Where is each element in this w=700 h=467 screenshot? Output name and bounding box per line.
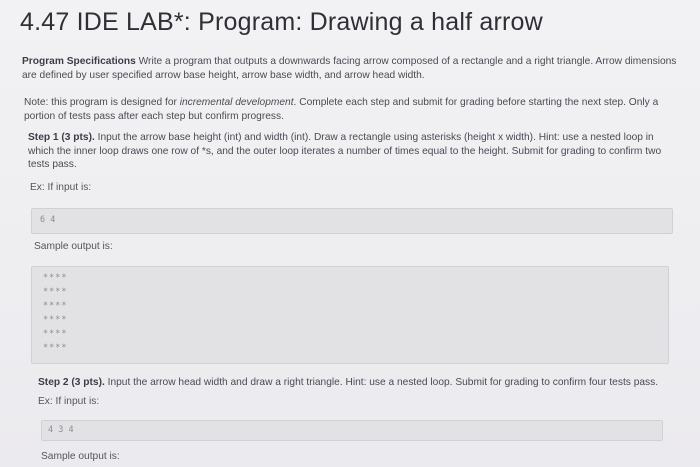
- output-line: ****: [43, 287, 68, 297]
- step1-example-label: Ex: If input is:: [30, 182, 92, 193]
- step2-input-box: [41, 420, 663, 441]
- step1-input-box: [31, 208, 673, 234]
- step1-text: Input the arrow base height (int) and width (int). Draw a rectangle using asterisks (height x width). Hint: use a nested loop in which the inner loop draws one row of *s, and the outer loop iterates a number of times equal to the height. Submit for grading to confirm two tests pass.: [28, 132, 662, 170]
- note-prefix: Note: this program is designed for: [24, 97, 180, 108]
- note-suffix: . Complete each step and submit for grading before starting the next step. Only a portion of tests pass after each step but confirm progress.: [24, 97, 659, 122]
- output-line: ****: [43, 273, 68, 283]
- spec-text: Write a program that outputs a downwards facing arrow composed of a rectangle and a right triangle. Arrow dimensions are defined by user specified arrow base height, arrow base width, and arrow head width.: [22, 56, 677, 81]
- step2-example-label: Ex: If input is:: [38, 396, 100, 407]
- step2-sample-label: Sample output is:: [41, 451, 120, 462]
- page-title: 4.47 IDE LAB*: Program: Drawing a half arrow: [20, 8, 543, 36]
- step1-description: [28, 131, 678, 172]
- output-line: ****: [43, 343, 68, 353]
- output-line: ****: [43, 315, 68, 325]
- output-line: ****: [43, 329, 68, 339]
- spec-heading: Program Specifications: [22, 56, 136, 67]
- incremental-note: [24, 96, 684, 123]
- program-specifications: [22, 55, 682, 82]
- step1-sample-label: Sample output is:: [34, 241, 113, 252]
- step1-heading: Step 1 (3 pts).: [28, 132, 95, 143]
- step1-output-box: [31, 266, 669, 364]
- output-line: ****: [43, 301, 68, 311]
- step2-text: Input the arrow head width and draw a right triangle. Hint: use a nested loop. Submit for grading to confirm four tests pass.: [104, 377, 659, 388]
- step2-description: [38, 376, 698, 390]
- step2-input-value: 4 3 4: [48, 425, 74, 435]
- step2-heading: Step 2 (3 pts).: [38, 377, 105, 388]
- note-emphasis: incremental development: [179, 97, 294, 108]
- step1-input-value: 6 4: [40, 215, 56, 225]
